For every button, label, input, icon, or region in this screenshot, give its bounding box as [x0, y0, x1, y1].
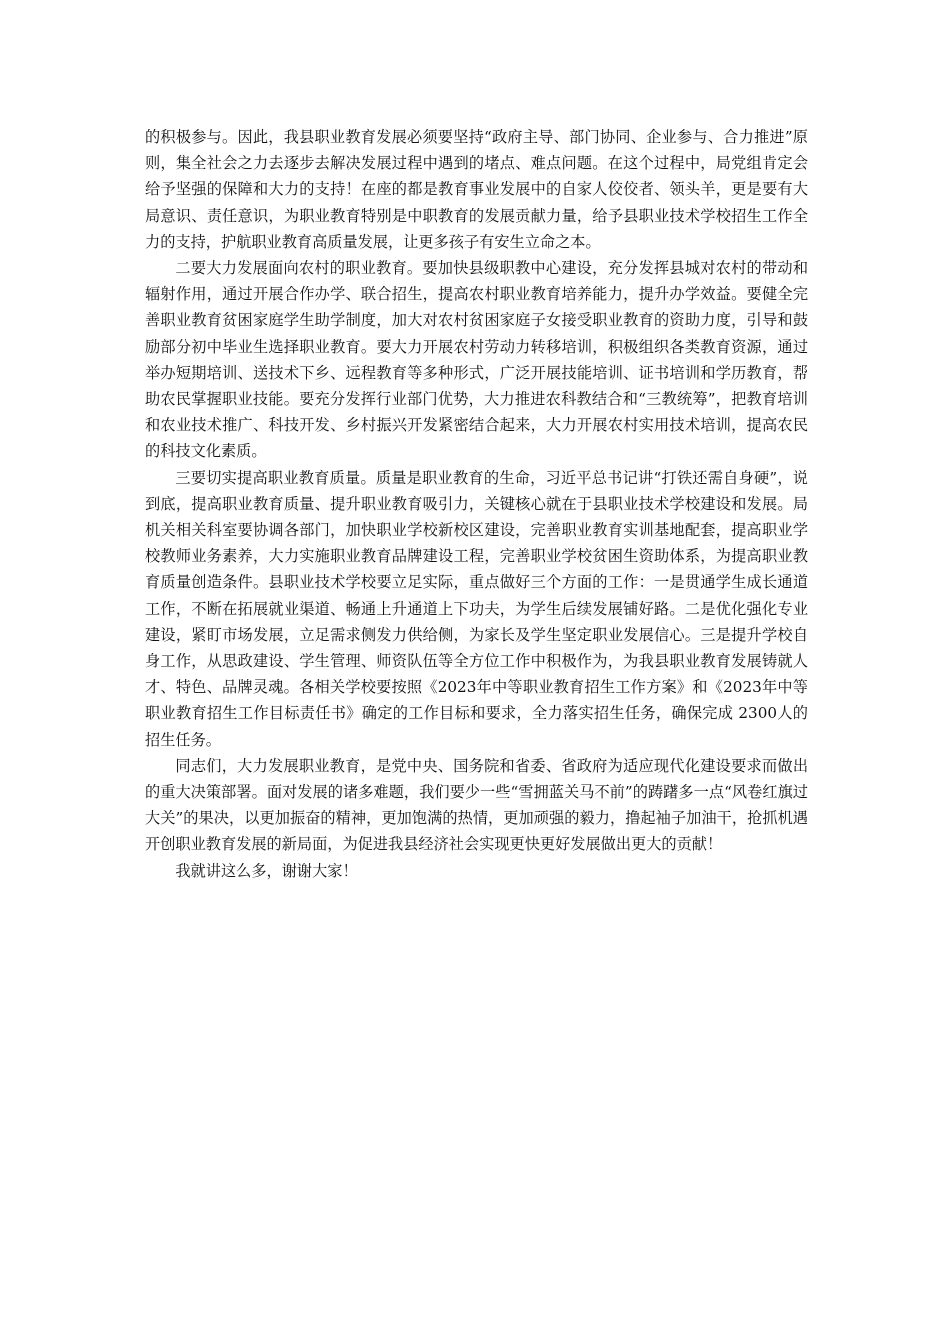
paragraph-thanks: 我就讲这么多，谢谢大家！	[175, 861, 358, 880]
paragraph-education-quality: 三要切实提高职业教育质量。质量是职业教育的生命，习近平总书记讲“打铁还需自身硬”，说到底，提高职业教育质量、提升职业教育吸引力，关键核心就在于县职业技术学校建设和发展。局机关相关科室要协调各部门，加快职业学校新校区建设，完善职业教育实训基地配套，提高职业学校教师业务素养，大力实施职业教育品牌建设工程，完善职业学校贫困生资助体系，为提高职业教育质量创造条件。县职业技术学校要立足实际，重点做好三个方面的工作：一是贯通学生成长通道工作，不断在拓展就业渠道、畅通上升通道上下功夫，为学生后续发展铺好路。二是优化强化专业建设，紧盯市场发展，立足需求侧发力供给侧，为家长及学生坚定职业发展信心。三是提升学校自身工作，从思政建设、学生管理、师资队伍等全方位工作中积极作为，为我县职业教育发展铸就人才、特色、品牌灵魂。各相关学校要按照《2023年中等职业教育招生工作方案》和《2023年中等职业教育招生工作目标责任书》确定的工作目标和要求，全力落实招生任务，确保完成 2300人的招生任务。	[145, 468, 808, 749]
paragraph-continuation: 的积极参与。因此，我县职业教育发展必须要坚持“政府主导、部门协同、企业参与、合力推进”原则，集全社会之力去逐步去解决发展过程中遇到的堵点、难点问题。在这个过程中，局党组肯定会给予坚强的保障和大力的支持！在座的都是教育事业发展中的自家人佼佼者、领头羊，更是要有大局意识、责任意识，为职业教育特别是中职教育的发展贡献力量，给予县职业技术学校招生工作全力的支持，护航职业教育高质量发展，让更多孩子有安生立命之本。	[145, 128, 808, 251]
document-body	[145, 124, 808, 884]
paragraph-closing-call: 同志们，大力发展职业教育，是党中央、国务院和省委、省政府为适应现代化建设要求而做出的重大决策部署。面对发展的诸多难题，我们要少一些“雪拥蓝关马不前”的踌躇多一点“风卷红旗过大关”的果决，以更加振奋的精神，更加饱满的热情，更加顽强的毅力，撸起袖子加油干，抢抓机遇开创职业教育发展的新局面，为促进我县经济社会实现更快更好发展做出更大的贡献！	[145, 756, 808, 854]
paragraph-rural-vocational-education: 二要大力发展面向农村的职业教育。要加快县级职教中心建设，充分发挥县城对农村的带动和辐射作用，通过开展合作办学、联合招生，提高农村职业教育培养能力，提升办学效益。要健全完善职业教育贫困家庭学生助学制度，加大对农村贫困家庭子女接受职业教育的资助力度，引导和鼓励部分初中毕业生选择职业教育。要大力开展农村劳动力转移培训，积极组织各类教育资源，通过举办短期培训、送技术下乡、远程教育等多种形式，广泛开展技能培训、证书培训和学历教育，帮助农民掌握职业技能。要充分发挥行业部门优势，大力推进农科教结合和“三教统筹”，把教育培训和农业技术推广、科技开发、乡村振兴开发紧密结合起来，大力开展农村实用技术培训，提高农民的科技文化素质。	[145, 259, 808, 461]
